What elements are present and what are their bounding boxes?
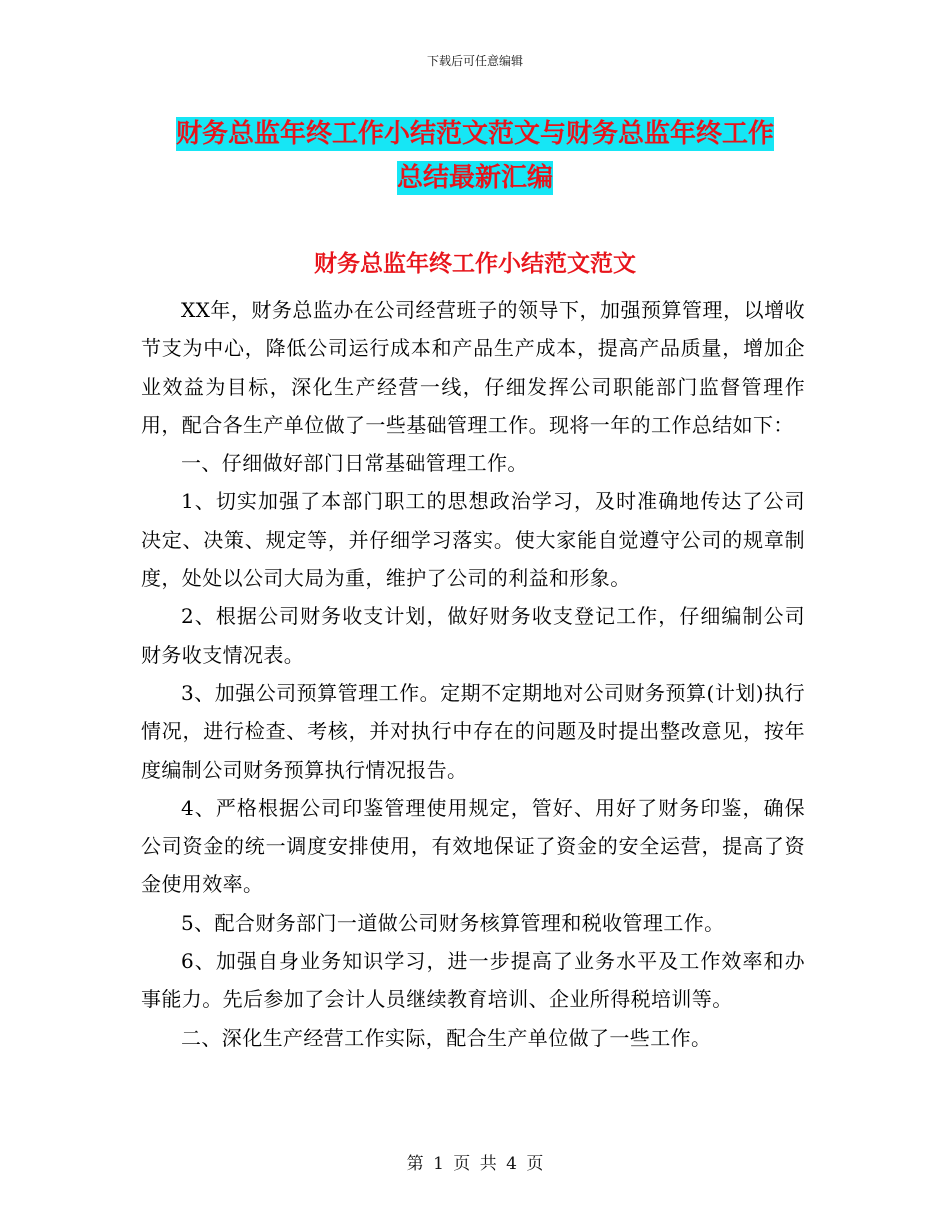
paragraph-item-5: 5、配合财务部门一道做公司财务核算管理和税收管理工作。 — [181, 910, 725, 935]
paragraph-intro: XX年，财务总监办在公司经营班子的领导下，加强预算管理，以增收节支为中心，降低公司运行成本和产品生产成本，提高产品质量，增加企业效益为目标，深化生产经营一线，仔细发挥公司职能部门监督管理作用，配合各生产单位做了一些基础管理工作。现将一年的工作总结如下： — [141, 298, 805, 437]
title-line-2-text: 总结最新汇编 — [396, 163, 553, 193]
document-title-line-2 — [0, 156, 950, 200]
paragraph-item-6: 6、加强自身业务知识学习，进一步提高了业务水平及工作效率和办事能力。先后参加了会计人员继续教育培训、企业所得税培训等。 — [141, 949, 805, 1012]
document-title-line-1 — [0, 112, 950, 156]
paragraph-heading-2: 二、深化生产经营工作实际，配合生产单位做了一些工作。 — [181, 1025, 712, 1050]
title-line-1-text: 财务总监年终工作小结范文范文与财务总监年终工作 — [175, 119, 774, 149]
paragraph-item-2: 2、根据公司财务收支计划，做好财务收支登记工作，仔细编制公司财务收支情况表。 — [141, 604, 805, 667]
section-title: 财务总监年终工作小结范文范文 — [314, 251, 636, 277]
paragraph-item-4: 4、严格根据公司印鉴管理使用规定，管好、用好了财务印鉴，确保公司资金的统一调度安排使用，有效地保证了资金的安全运营，提高了资金使用效率。 — [141, 795, 805, 897]
page-footer: 第 1 页 共 4 页 — [406, 1154, 544, 1174]
document-title — [0, 112, 950, 200]
paragraph-item-3: 3、加强公司预算管理工作。定期不定期地对公司财务预算(计划)执行情况，进行检查、考核，并对执行中存在的问题及时提出整改意见，按年度编制公司财务预算执行情况报告。 — [141, 680, 805, 782]
page-header: 下载后可任意编辑 — [426, 54, 523, 68]
paragraph-item-1: 1、切实加强了本部门职工的思想政治学习，及时准确地传达了公司决定、决策、规定等，并仔细学习落实。使大家能自觉遵守公司的规章制度，处处以公司大局为重，维护了公司的利益和形象。 — [141, 489, 805, 591]
document-body — [141, 291, 805, 1057]
paragraph-heading-1: 一、仔细做好部门日常基础管理工作。 — [181, 451, 528, 476]
